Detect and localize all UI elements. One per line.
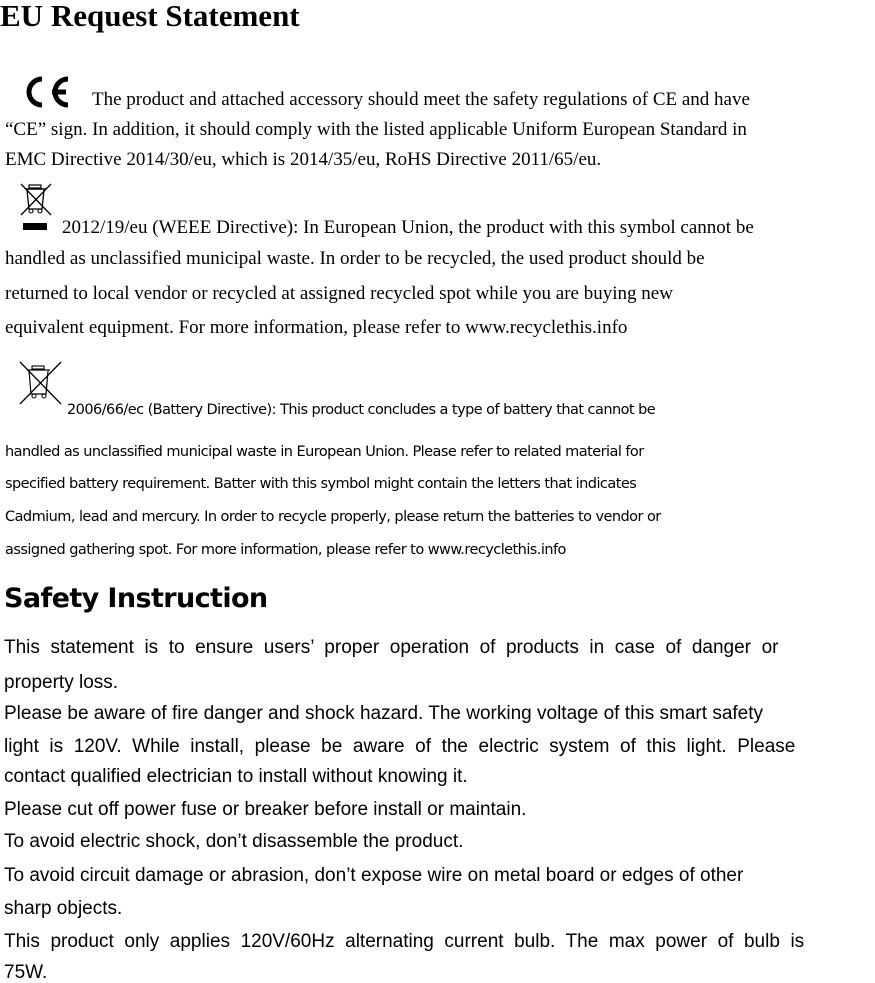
battery-paragraph-line-2: handled as unclassified municipal waste in European Union. Please refer to related material for bbox=[5, 444, 644, 460]
weee-paragraph-line-4: equivalent equipment. For more information, please refer to www.recyclethis.info bbox=[5, 317, 628, 338]
battery-paragraph-line-1: 2006/66/ec (Battery Directive): This product concludes a type of battery that cannot be bbox=[67, 402, 656, 418]
battery-paragraph-line-4: Cadmium, lead and mercury. In order to recycle properly, please return the batteries to vendor or bbox=[5, 509, 661, 525]
crossed-out-battery-bin-icon bbox=[17, 360, 65, 408]
battery-paragraph-line-3: specified battery requirement. Batter with this symbol might contain the letters that indicates bbox=[5, 476, 637, 492]
battery-paragraph-line-5: assigned gathering spot. For more information, please refer to www.recyclethis.info bbox=[5, 542, 566, 558]
safety-line-9: sharp objects. bbox=[4, 898, 123, 919]
weee-paragraph-line-1: 2012/19/eu (WEEE Directive): In European Union, the product with this symbol cannot be bbox=[62, 217, 754, 238]
crossed-out-wheelie-bin-icon bbox=[18, 181, 56, 233]
ce-paragraph-line-1: The product and attached accessory should meet the safety regulations of CE and have bbox=[92, 89, 750, 110]
page-title: EU Request Statement bbox=[0, 0, 300, 33]
safety-line-2: property loss. bbox=[4, 672, 119, 693]
ce-mark-icon bbox=[22, 76, 72, 108]
safety-line-10: This product only applies 120V/60Hz alternating current bulb. The max power of bulb is bbox=[4, 931, 805, 952]
weee-paragraph-line-2: handled as unclassified municipal waste. In order to be recycled, the used product should be bbox=[5, 248, 705, 269]
ce-paragraph-line-3: EMC Directive 2014/30/eu, which is 2014/35/eu, RoHS Directive 2011/65/eu. bbox=[5, 149, 602, 170]
safety-line-4: light is 120V. While install, please be aware of the electric system of this light. Please bbox=[4, 736, 796, 757]
safety-line-1: This statement is to ensure users’ proper operation of products in case of danger or bbox=[4, 637, 779, 658]
safety-heading: Safety Instruction bbox=[4, 583, 268, 614]
safety-line-6: Please cut off power fuse or breaker before install or maintain. bbox=[4, 799, 527, 820]
safety-line-5: contact qualified electrician to install without knowing it. bbox=[4, 766, 468, 787]
weee-paragraph-line-3: returned to local vendor or recycled at assigned recycled spot while you are buying new bbox=[5, 283, 673, 304]
safety-line-11: 75W. bbox=[4, 962, 48, 983]
ce-paragraph-line-2: “CE” sign. In addition, it should comply with the listed applicable Uniform European Standard in bbox=[5, 119, 747, 140]
safety-line-8: To avoid circuit damage or abrasion, don’t expose wire on metal board or edges of other bbox=[4, 865, 744, 886]
safety-line-3: Please be aware of fire danger and shock hazard. The working voltage of this smart safety bbox=[4, 703, 764, 724]
safety-line-7: To avoid electric shock, don’t disassemble the product. bbox=[4, 831, 464, 852]
